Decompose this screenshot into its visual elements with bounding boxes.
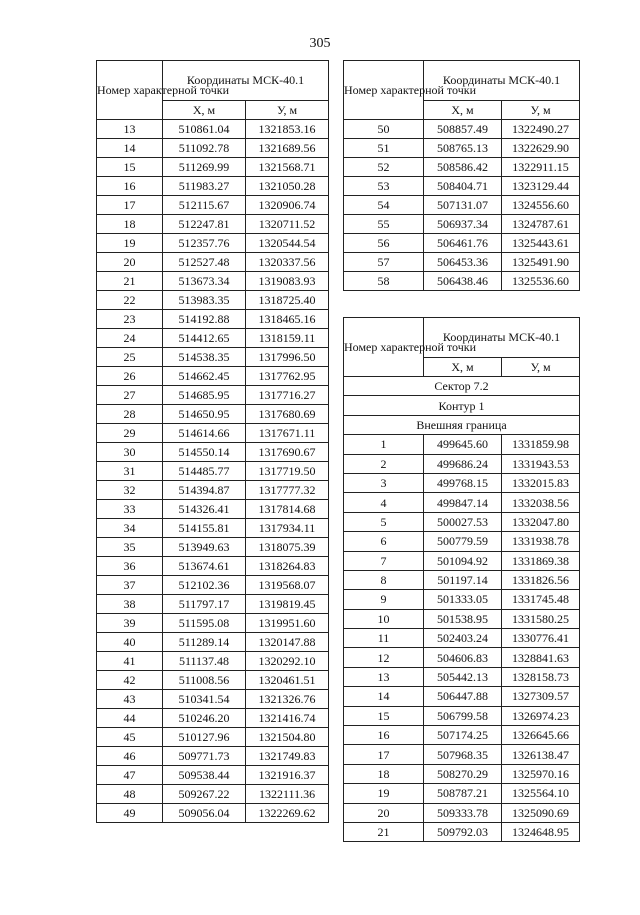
point-number-cell: 13 (344, 667, 424, 686)
coordinates-table-right-top (343, 60, 580, 291)
point-number-cell: 22 (97, 291, 163, 310)
table-row (97, 709, 329, 728)
table-row (97, 671, 329, 690)
y-coordinate-cell: 1318725.40 (246, 291, 329, 310)
y-coordinate-cell: 1321050.28 (246, 177, 329, 196)
table-row (97, 196, 329, 215)
x-coordinate-cell: 507174.25 (424, 726, 502, 745)
y-coordinate-cell: 1317716.27 (246, 386, 329, 405)
y-coordinate-cell: 1322269.62 (246, 804, 329, 823)
y-coordinate-cell: 1331745.48 (502, 590, 580, 609)
point-number-cell: 39 (97, 614, 163, 633)
point-number-cell: 14 (344, 687, 424, 706)
y-coordinate-cell: 1317814.68 (246, 500, 329, 519)
point-number-cell: 10 (344, 609, 424, 628)
point-number-cell: 45 (97, 728, 163, 747)
point-number-cell: 5 (344, 512, 424, 531)
table-row (97, 253, 329, 272)
table-row (344, 745, 580, 764)
y-coordinate-cell: 1321326.76 (246, 690, 329, 709)
y-coordinate-cell: 1317762.95 (246, 367, 329, 386)
header-x: Х, м (424, 101, 502, 120)
y-coordinate-cell: 1322629.90 (502, 139, 580, 158)
point-number-cell: 20 (97, 253, 163, 272)
table-row (344, 551, 580, 570)
point-number-cell: 9 (344, 590, 424, 609)
contour-label: Контур 1 (344, 396, 580, 415)
table-row (97, 386, 329, 405)
point-number-cell: 17 (344, 745, 424, 764)
point-number-cell: 1 (344, 435, 424, 454)
y-coordinate-cell: 1318075.39 (246, 538, 329, 557)
x-coordinate-cell: 514550.14 (163, 443, 246, 462)
y-coordinate-cell: 1321916.37 (246, 766, 329, 785)
x-coordinate-cell: 511289.14 (163, 633, 246, 652)
point-number-cell: 38 (97, 595, 163, 614)
x-coordinate-cell: 510861.04 (163, 120, 246, 139)
header-point-number: Номер характерной точки (97, 61, 163, 120)
x-coordinate-cell: 508857.49 (424, 120, 502, 139)
point-number-cell: 52 (344, 158, 424, 177)
table-row (344, 196, 580, 215)
table-row (344, 215, 580, 234)
x-coordinate-cell: 512102.36 (163, 576, 246, 595)
y-coordinate-cell: 1324787.61 (502, 215, 580, 234)
point-number-cell: 12 (344, 648, 424, 667)
table-row (97, 424, 329, 443)
table-row (344, 609, 580, 628)
y-coordinate-cell: 1317996.50 (246, 348, 329, 367)
y-coordinate-cell: 1331943.53 (502, 454, 580, 473)
table-row (97, 329, 329, 348)
x-coordinate-cell: 508586.42 (424, 158, 502, 177)
table-row (97, 348, 329, 367)
header-y: У, м (502, 358, 580, 377)
y-coordinate-cell: 1320544.54 (246, 234, 329, 253)
x-coordinate-cell: 508765.13 (424, 139, 502, 158)
y-coordinate-cell: 1331580.25 (502, 609, 580, 628)
x-coordinate-cell: 512527.48 (163, 253, 246, 272)
y-coordinate-cell: 1319951.60 (246, 614, 329, 633)
x-coordinate-cell: 508787.21 (424, 784, 502, 803)
x-coordinate-cell: 514650.95 (163, 405, 246, 424)
table-row (344, 803, 580, 822)
point-number-cell: 58 (344, 272, 424, 291)
x-coordinate-cell: 499686.24 (424, 454, 502, 473)
x-coordinate-cell: 512357.76 (163, 234, 246, 253)
point-number-cell: 13 (97, 120, 163, 139)
y-coordinate-cell: 1325564.10 (502, 784, 580, 803)
table-row (97, 538, 329, 557)
y-coordinate-cell: 1322911.15 (502, 158, 580, 177)
point-number-cell: 48 (97, 785, 163, 804)
y-coordinate-cell: 1320461.51 (246, 671, 329, 690)
table-row (344, 667, 580, 686)
point-number-cell: 16 (344, 726, 424, 745)
point-number-cell: 34 (97, 519, 163, 538)
header-coordinates: Координаты МСК-40.1 (424, 318, 580, 358)
point-number-cell: 7 (344, 551, 424, 570)
header-coordinates: Координаты МСК-40.1 (163, 61, 329, 101)
y-coordinate-cell: 1327309.57 (502, 687, 580, 706)
x-coordinate-cell: 500779.59 (424, 532, 502, 551)
boundary-label: Внешняя граница (344, 415, 580, 434)
x-coordinate-cell: 508270.29 (424, 764, 502, 783)
table-row (344, 272, 580, 291)
y-coordinate-cell: 1331938.78 (502, 532, 580, 551)
table-row (344, 726, 580, 745)
table-row (97, 614, 329, 633)
point-number-cell: 55 (344, 215, 424, 234)
point-number-cell: 54 (344, 196, 424, 215)
point-number-cell: 15 (97, 158, 163, 177)
x-coordinate-cell: 514412.65 (163, 329, 246, 348)
y-coordinate-cell: 1321689.56 (246, 139, 329, 158)
point-number-cell: 51 (344, 139, 424, 158)
table-row (97, 481, 329, 500)
x-coordinate-cell: 499768.15 (424, 473, 502, 492)
table-row (344, 454, 580, 473)
point-number-cell: 17 (97, 196, 163, 215)
table-row (97, 595, 329, 614)
point-number-cell: 30 (97, 443, 163, 462)
x-coordinate-cell: 510341.54 (163, 690, 246, 709)
y-coordinate-cell: 1317777.32 (246, 481, 329, 500)
table-row (97, 367, 329, 386)
point-number-cell: 18 (97, 215, 163, 234)
y-coordinate-cell: 1321853.16 (246, 120, 329, 139)
point-number-cell: 25 (97, 348, 163, 367)
y-coordinate-cell: 1330776.41 (502, 629, 580, 648)
x-coordinate-cell: 509056.04 (163, 804, 246, 823)
y-coordinate-cell: 1325090.69 (502, 803, 580, 822)
table-row (344, 764, 580, 783)
point-number-cell: 28 (97, 405, 163, 424)
header-x: Х, м (424, 358, 502, 377)
x-coordinate-cell: 509792.03 (424, 822, 502, 841)
x-coordinate-cell: 512247.81 (163, 215, 246, 234)
y-coordinate-cell: 1332047.80 (502, 512, 580, 531)
point-number-cell: 11 (344, 629, 424, 648)
page-number: 305 (309, 36, 331, 51)
table-row (344, 629, 580, 648)
y-coordinate-cell: 1328841.63 (502, 648, 580, 667)
point-number-cell: 49 (97, 804, 163, 823)
point-number-cell: 16 (97, 177, 163, 196)
x-coordinate-cell: 510127.96 (163, 728, 246, 747)
x-coordinate-cell: 501333.05 (424, 590, 502, 609)
table-row (344, 512, 580, 531)
x-coordinate-cell: 505442.13 (424, 667, 502, 686)
x-coordinate-cell: 509771.73 (163, 747, 246, 766)
x-coordinate-cell: 506438.46 (424, 272, 502, 291)
table-row (97, 139, 329, 158)
point-number-cell: 31 (97, 462, 163, 481)
point-number-cell: 43 (97, 690, 163, 709)
point-number-cell: 18 (344, 764, 424, 783)
point-number-cell: 41 (97, 652, 163, 671)
y-coordinate-cell: 1328158.73 (502, 667, 580, 686)
x-coordinate-cell: 514192.88 (163, 310, 246, 329)
y-coordinate-cell: 1321416.74 (246, 709, 329, 728)
y-coordinate-cell: 1322490.27 (502, 120, 580, 139)
table-row (97, 804, 329, 823)
y-coordinate-cell: 1319083.93 (246, 272, 329, 291)
y-coordinate-cell: 1331869.38 (502, 551, 580, 570)
point-number-cell: 33 (97, 500, 163, 519)
y-coordinate-cell: 1331826.56 (502, 570, 580, 589)
y-coordinate-cell: 1318465.16 (246, 310, 329, 329)
table-row (344, 648, 580, 667)
sector-label: Сектор 7.2 (344, 377, 580, 396)
x-coordinate-cell: 511092.78 (163, 139, 246, 158)
y-coordinate-cell: 1317719.50 (246, 462, 329, 481)
x-coordinate-cell: 509333.78 (424, 803, 502, 822)
y-coordinate-cell: 1325491.90 (502, 253, 580, 272)
header-y: У, м (246, 101, 329, 120)
point-number-cell: 20 (344, 803, 424, 822)
table-row (344, 687, 580, 706)
point-number-cell: 46 (97, 747, 163, 766)
point-number-cell: 14 (97, 139, 163, 158)
y-coordinate-cell: 1317680.69 (246, 405, 329, 424)
x-coordinate-cell: 514662.45 (163, 367, 246, 386)
coordinates-table-left (96, 60, 329, 823)
x-coordinate-cell: 506447.88 (424, 687, 502, 706)
coordinates-table-right-bottom (343, 317, 580, 842)
table-row (97, 234, 329, 253)
table-row (344, 139, 580, 158)
table-row (97, 443, 329, 462)
y-coordinate-cell: 1318159.11 (246, 329, 329, 348)
x-coordinate-cell: 506937.34 (424, 215, 502, 234)
table-row (344, 590, 580, 609)
left-table-body (97, 61, 329, 823)
table-row (344, 822, 580, 841)
y-coordinate-cell: 1324648.95 (502, 822, 580, 841)
y-coordinate-cell: 1325536.60 (502, 272, 580, 291)
point-number-cell: 44 (97, 709, 163, 728)
table-row (97, 120, 329, 139)
y-coordinate-cell: 1321504.80 (246, 728, 329, 747)
point-number-cell: 32 (97, 481, 163, 500)
table-row (97, 747, 329, 766)
x-coordinate-cell: 511983.27 (163, 177, 246, 196)
header-x: Х, м (163, 101, 246, 120)
x-coordinate-cell: 509538.44 (163, 766, 246, 785)
x-coordinate-cell: 514685.95 (163, 386, 246, 405)
x-coordinate-cell: 500027.53 (424, 512, 502, 531)
point-number-cell: 15 (344, 706, 424, 725)
table-row (97, 500, 329, 519)
x-coordinate-cell: 511137.48 (163, 652, 246, 671)
point-number-cell: 50 (344, 120, 424, 139)
table-row (97, 310, 329, 329)
y-coordinate-cell: 1320337.56 (246, 253, 329, 272)
point-number-cell: 24 (97, 329, 163, 348)
table-row (344, 158, 580, 177)
x-coordinate-cell: 512115.67 (163, 196, 246, 215)
x-coordinate-cell: 513673.34 (163, 272, 246, 291)
table-row (344, 234, 580, 253)
x-coordinate-cell: 513949.63 (163, 538, 246, 557)
y-coordinate-cell: 1319819.45 (246, 595, 329, 614)
y-coordinate-cell: 1332015.83 (502, 473, 580, 492)
table-row (344, 473, 580, 492)
header-point-number: Номер характерной точки (344, 61, 424, 120)
table-row (344, 784, 580, 803)
point-number-cell: 57 (344, 253, 424, 272)
x-coordinate-cell: 508404.71 (424, 177, 502, 196)
y-coordinate-cell: 1324556.60 (502, 196, 580, 215)
y-coordinate-cell: 1318264.83 (246, 557, 329, 576)
header-coordinates: Координаты МСК-40.1 (424, 61, 580, 101)
x-coordinate-cell: 514538.35 (163, 348, 246, 367)
table-row (97, 291, 329, 310)
table-row (97, 405, 329, 424)
point-number-cell: 19 (97, 234, 163, 253)
point-number-cell: 42 (97, 671, 163, 690)
table-row (344, 435, 580, 454)
x-coordinate-cell: 506799.58 (424, 706, 502, 725)
point-number-cell: 4 (344, 493, 424, 512)
x-coordinate-cell: 514614.66 (163, 424, 246, 443)
y-coordinate-cell: 1323129.44 (502, 177, 580, 196)
table-row (97, 177, 329, 196)
x-coordinate-cell: 511008.56 (163, 671, 246, 690)
point-number-cell: 21 (97, 272, 163, 291)
x-coordinate-cell: 511595.08 (163, 614, 246, 633)
x-coordinate-cell: 507968.35 (424, 745, 502, 764)
table-row (97, 633, 329, 652)
x-coordinate-cell: 514394.87 (163, 481, 246, 500)
point-number-cell: 23 (97, 310, 163, 329)
x-coordinate-cell: 501197.14 (424, 570, 502, 589)
table-row (97, 557, 329, 576)
y-coordinate-cell: 1325970.16 (502, 764, 580, 783)
x-coordinate-cell: 509267.22 (163, 785, 246, 804)
table-row (97, 215, 329, 234)
table-row (344, 120, 580, 139)
x-coordinate-cell: 499645.60 (424, 435, 502, 454)
point-number-cell: 21 (344, 822, 424, 841)
y-coordinate-cell: 1325443.61 (502, 234, 580, 253)
y-coordinate-cell: 1317671.11 (246, 424, 329, 443)
table-row (344, 706, 580, 725)
x-coordinate-cell: 506461.76 (424, 234, 502, 253)
table-row (97, 690, 329, 709)
point-number-cell: 37 (97, 576, 163, 595)
x-coordinate-cell: 510246.20 (163, 709, 246, 728)
x-coordinate-cell: 514155.81 (163, 519, 246, 538)
point-number-cell: 36 (97, 557, 163, 576)
table-row (97, 728, 329, 747)
table-row (344, 570, 580, 589)
y-coordinate-cell: 1326974.23 (502, 706, 580, 725)
y-coordinate-cell: 1319568.07 (246, 576, 329, 595)
x-coordinate-cell: 513983.35 (163, 291, 246, 310)
point-number-cell: 8 (344, 570, 424, 589)
x-coordinate-cell: 514485.77 (163, 462, 246, 481)
right-bottom-table-body (344, 318, 580, 842)
y-coordinate-cell: 1321568.71 (246, 158, 329, 177)
x-coordinate-cell: 511269.99 (163, 158, 246, 177)
table-row (97, 576, 329, 595)
point-number-cell: 3 (344, 473, 424, 492)
x-coordinate-cell: 513674.61 (163, 557, 246, 576)
table-row (97, 158, 329, 177)
x-coordinate-cell: 504606.83 (424, 648, 502, 667)
y-coordinate-cell: 1320147.88 (246, 633, 329, 652)
table-row (344, 253, 580, 272)
y-coordinate-cell: 1326645.66 (502, 726, 580, 745)
point-number-cell: 27 (97, 386, 163, 405)
y-coordinate-cell: 1331859.98 (502, 435, 580, 454)
point-number-cell: 2 (344, 454, 424, 473)
table-row (97, 272, 329, 291)
y-coordinate-cell: 1322111.36 (246, 785, 329, 804)
x-coordinate-cell: 502403.24 (424, 629, 502, 648)
point-number-cell: 47 (97, 766, 163, 785)
header-y: У, м (502, 101, 580, 120)
y-coordinate-cell: 1320906.74 (246, 196, 329, 215)
table-row (344, 532, 580, 551)
point-number-cell: 29 (97, 424, 163, 443)
point-number-cell: 35 (97, 538, 163, 557)
y-coordinate-cell: 1321749.83 (246, 747, 329, 766)
x-coordinate-cell: 514326.41 (163, 500, 246, 519)
x-coordinate-cell: 506453.36 (424, 253, 502, 272)
y-coordinate-cell: 1317690.67 (246, 443, 329, 462)
x-coordinate-cell: 499847.14 (424, 493, 502, 512)
right-top-table-body (344, 61, 580, 291)
x-coordinate-cell: 507131.07 (424, 196, 502, 215)
header-point-number: Номер характерной точки (344, 318, 424, 377)
table-row (344, 493, 580, 512)
point-number-cell: 40 (97, 633, 163, 652)
x-coordinate-cell: 511797.17 (163, 595, 246, 614)
y-coordinate-cell: 1317934.11 (246, 519, 329, 538)
y-coordinate-cell: 1320292.10 (246, 652, 329, 671)
x-coordinate-cell: 501094.92 (424, 551, 502, 570)
table-row (97, 462, 329, 481)
table-row (344, 177, 580, 196)
x-coordinate-cell: 501538.95 (424, 609, 502, 628)
point-number-cell: 56 (344, 234, 424, 253)
point-number-cell: 19 (344, 784, 424, 803)
table-row (97, 785, 329, 804)
y-coordinate-cell: 1326138.47 (502, 745, 580, 764)
point-number-cell: 6 (344, 532, 424, 551)
table-row (97, 766, 329, 785)
point-number-cell: 53 (344, 177, 424, 196)
y-coordinate-cell: 1320711.52 (246, 215, 329, 234)
point-number-cell: 26 (97, 367, 163, 386)
table-row (97, 652, 329, 671)
y-coordinate-cell: 1332038.56 (502, 493, 580, 512)
table-row (97, 519, 329, 538)
